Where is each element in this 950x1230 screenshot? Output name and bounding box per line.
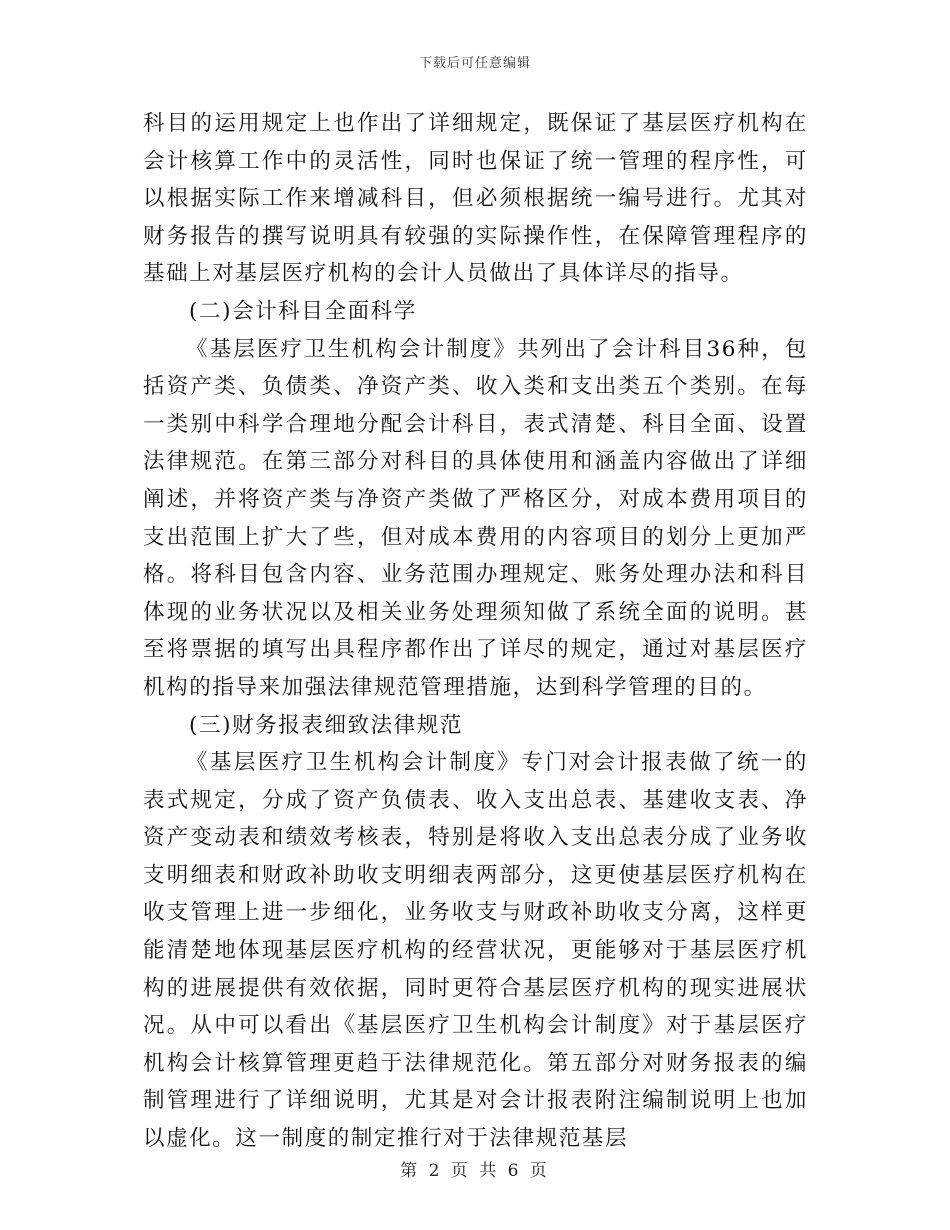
document-body bbox=[143, 105, 808, 1158]
page-header-note: 下载后可任意编辑 bbox=[418, 56, 531, 71]
body-paragraph: 《基层医疗卫生机构会计制度》专门对会计报表做了统一的表式规定，分成了资产负债表、收入支出总表、基建收支表、净资产变动表和绩效考核表，特别是将收入支出总表分成了业务收支明细表和财政补助收支明细表两部分，这更使基层医疗机构在收支管理上进一步细化，业务收支与财政补助收支分离，这样更能清楚地体现基层医疗机构的经营状况，更能够对于基层医疗机构的进展提供有效依据，同时更符合基层医疗机构的现实进展状况。从中可以看出《基层医疗卫生机构会计制度》对于基层医疗机构会计核算管理更趋于法律规范化。第五部分对财务报表的编制管理进行了详细说明，尤其是对会计报表附注编制说明上也加以虚化。这一制度的制定推行对于法律规范基层 bbox=[143, 750, 808, 1152]
page-number-footer: 第 2 页 共 6 页 bbox=[400, 1161, 550, 1181]
body-paragraph: 科目的运用规定上也作出了详细规定，既保证了基层医疗机构在会计核算工作中的灵活性，同时也保证了统一管理的程序性，可以根据实际工作来增减科目，但必须根据统一编号进行。尤其对财务报告的撰写说明具有较强的实际操作性，在保障管理程序的基础上对基层医疗机构的会计人员做出了具体详尽的指导。 bbox=[143, 111, 808, 287]
body-paragraph: 《基层医疗卫生机构会计制度》共列出了会计科目36种，包括资产类、负债类、净资产类、收入类和支出类五个类别。在每一类别中科学合理地分配会计科目，表式清楚、科目全面、设置法律规范。在第三部分对科目的具体使用和涵盖内容做出了详细阐述，并将资产类与净资产类做了严格区分，对成本费用项目的支出范围上扩大了些，但对成本费用的内容项目的划分上更加严格。将科目包含内容、业务范围办理规定、账务处理办法和科目体现的业务状况以及相关业务处理须知做了系统全面的说明。甚至将票据的填写出具程序都作出了详尽的规定，通过对基层医疗机构的指导来加强法律规范管理措施，达到科学管理的目的。 bbox=[143, 336, 808, 700]
section-heading: (二)会计科目全面科学 bbox=[189, 298, 417, 324]
section-heading: (三)财务报表细致法律规范 bbox=[189, 712, 464, 738]
